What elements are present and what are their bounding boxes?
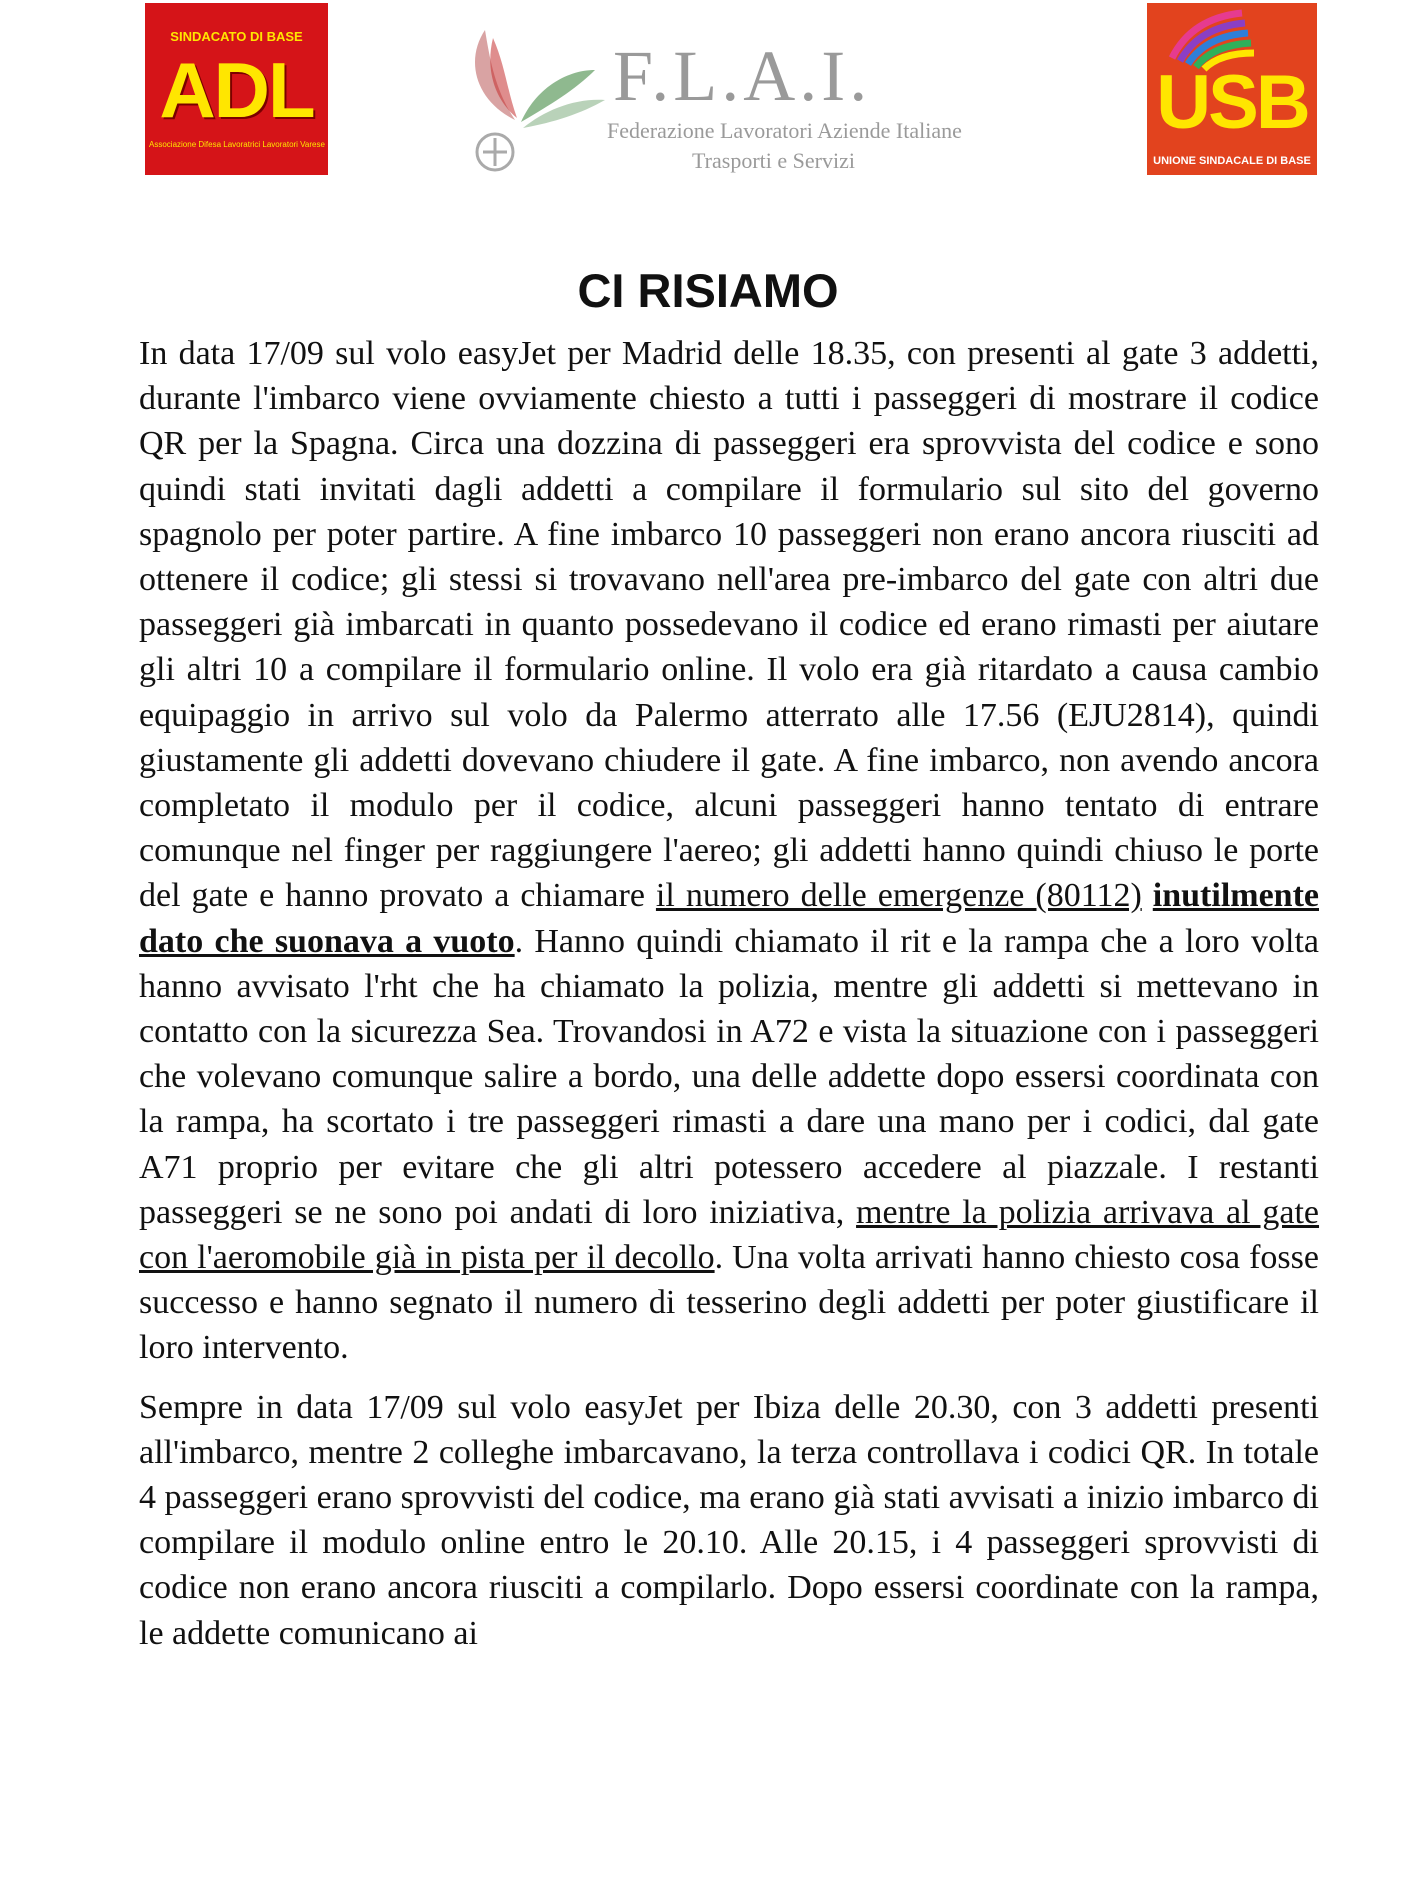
paragraph-1 — [139, 331, 1319, 1371]
adl-logo-top-text: SINDACATO DI BASE — [170, 29, 303, 44]
emergency-number-underlined: il numero delle emergenze (80112) — [655, 877, 1142, 915]
flai-logo-line1: Federazione Lavoratori Aziende Italiane — [607, 118, 962, 143]
adl-logo-subtitle: Associazione Difesa Lavoratrici Lavoratori Varese — [149, 140, 325, 149]
page-title: CI RISIAMO — [577, 264, 839, 317]
paragraph-1-text-a: In data 17/09 sul volo easyJet per Madrid delle 18.35, con presenti al gate 3 addetti, durante l'imbarco viene ovviamente chiesto a tutti i passeggeri di mostrare il codice QR per la Spagna. Circa una dozzina di passeggeri era sprovvista del codice e sono quindi stati invitati dagli addetti a compilare il formulario sul sito del governo spagnolo per poter partire. A fine imbarco 10 passeggeri non erano ancora riusciti ad ottenere il codice; gli stessi si trovavano nell'area pre-imbarco del gate con altri due passeggeri già imbarcati in quanto possedevano il codice ed erano rimasti per aiutare gli altri 10 a compilare il formulario online. Il volo era già ritardato a causa cambio equipaggio in arrivo sul volo da Palermo atterrato alle 17.56 (EJU2814), quindi giustamente gli addetti dovevano chiudere il gate. A fine imbarco, non avendo ancora completato il modulo per il codice, alcuni passeggeri hanno tentato di entrare comunque nel finger per raggiungere l'aereo; gli addetti hanno quindi chiuso le porte del gate e hanno provato a chiamare — [139, 335, 1319, 915]
paragraph-1-space — [1142, 877, 1153, 914]
adl-logo — [145, 3, 328, 175]
flai-logo-line2: Trasporti e Servizi — [692, 148, 855, 173]
document-body — [139, 331, 1319, 1656]
flai-logo — [455, 10, 962, 180]
usb-logo — [1147, 3, 1317, 175]
flai-wings-icon — [455, 10, 615, 180]
usb-logo-name: USB — [1156, 60, 1308, 145]
usb-logo-subtitle: UNIONE SINDACALE DI BASE — [1153, 155, 1311, 167]
emphasis-bold-underlined: inutilmente dato che suonava a vuoto — [139, 877, 1319, 960]
paragraph-1-text-d: . Una volta arrivati hanno chiesto cosa fosse successo e hanno segnato il numero di tesserino degli addetti per poter giustificare il loro intervento. — [139, 1239, 1319, 1367]
police-arrival-underlined: mentre la polizia arrivava al gate con l'aeromobile già in pista per il decollo — [139, 1193, 1320, 1277]
flai-logo-name: F.L.A.I. — [613, 36, 872, 116]
paragraph-1-text-c: . Hanno quindi chiamato il rit e la rampa che a loro volta hanno avvisato l'rht che ha chiamato la polizia, mentre gli addetti si mettevano in contatto con la sicurezza Sea. Trovandosi in A72 e vista la situazione con i passeggeri che volevano comunque salire a bordo, una delle addette dopo essersi coordinata con la rampa, ha scortato i tre passeggeri rimasti a dare una mano per i codici, dal gate A71 proprio per evitare che gli altri potessero accedere al piazzale. I restanti passeggeri se ne sono poi andati di loro iniziativa, — [139, 922, 1320, 1231]
adl-logo-name: ADL — [159, 46, 314, 134]
paragraph-2: Sempre in data 17/09 sul volo easyJet per Ibiza delle 20.30, con 3 addetti presenti all'imbarco, mentre 2 colleghe imbarcavano, la terza controllava i codici QR. In totale 4 passeggeri erano sprovvisti del codice, ma erano già stati avvisati a inizio imbarco di compilare il modulo online entro le 20.10. Alle 20.15, i 4 passeggeri sprovvisti di codice non erano ancora riusciti a compilarlo. Dopo essersi coordinate con la rampa, le addette comunicano ai — [139, 1388, 1319, 1652]
